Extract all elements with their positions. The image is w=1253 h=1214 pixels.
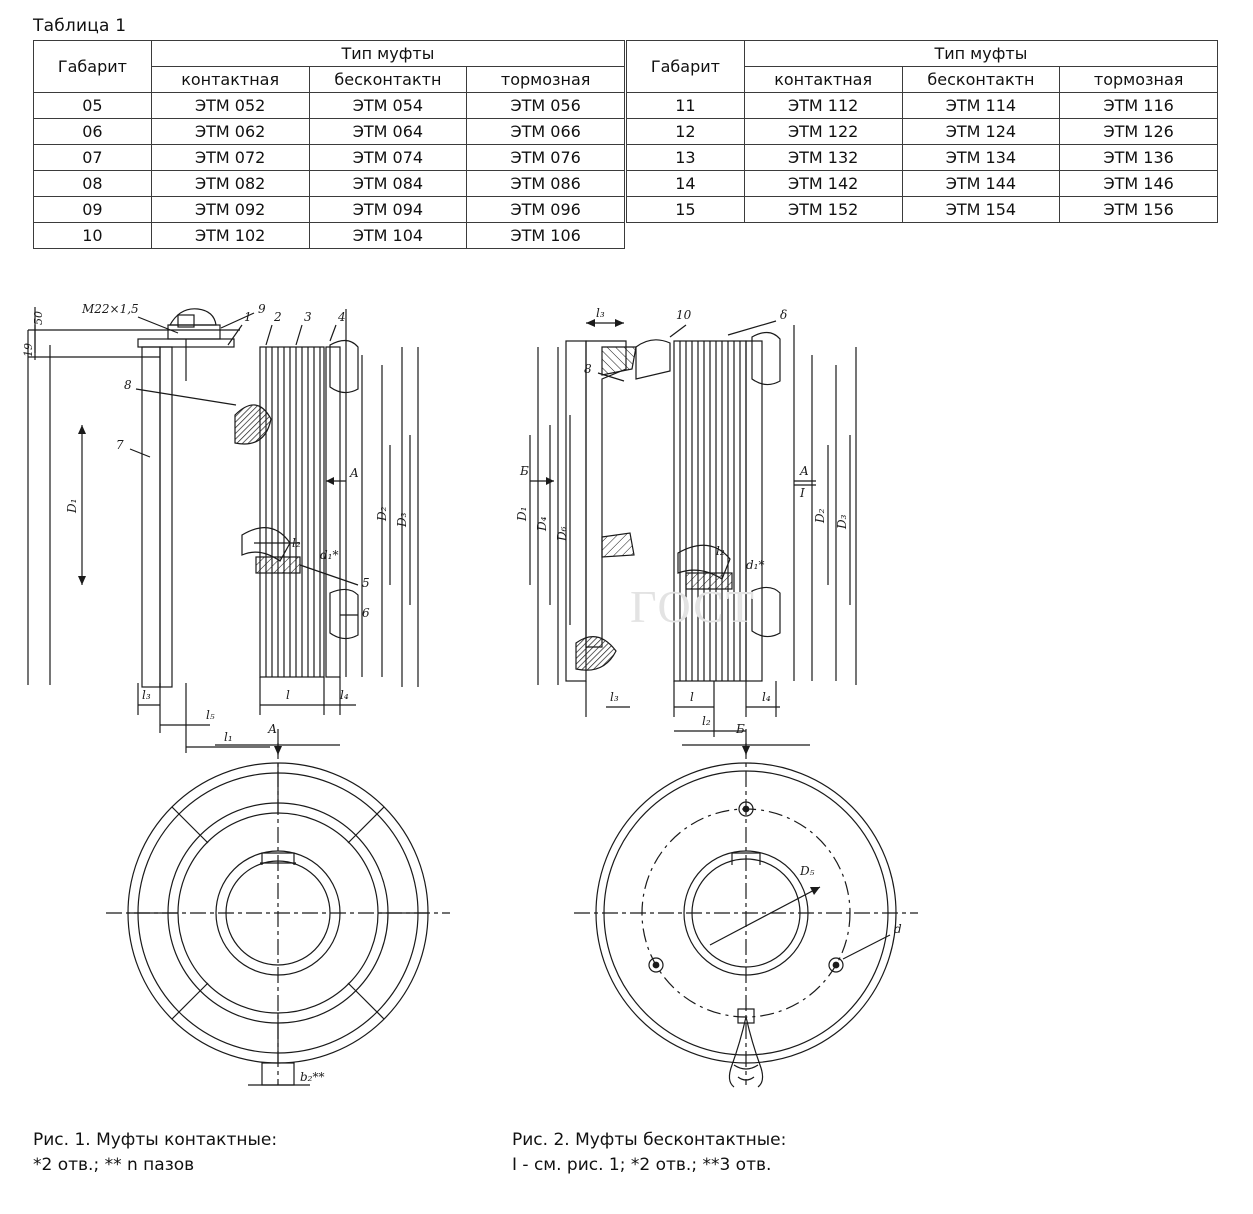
cell-brake: ЭТМ 106	[467, 223, 625, 249]
cell-gabarit: 06	[34, 119, 152, 145]
cell-gabarit: 15	[627, 197, 745, 223]
cell-contact: ЭТМ 122	[744, 119, 902, 145]
svg-text:9: 9	[258, 302, 266, 316]
svg-text:δ: δ	[780, 308, 788, 322]
cell-gabarit: 09	[34, 197, 152, 223]
svg-text:l: l	[286, 688, 290, 702]
svg-text:19: 19	[22, 343, 35, 357]
technical-drawings	[10, 285, 1243, 1115]
svg-text:1: 1	[244, 310, 252, 324]
cell-brake: ЭТМ 066	[467, 119, 625, 145]
figure2-caption-line2: I - см. рис. 1; *2 отв.; **3 отв.	[512, 1154, 772, 1175]
svg-text:l₂: l₂	[292, 536, 301, 550]
cell-contactless: ЭТМ 134	[902, 145, 1060, 171]
svg-text:l₄: l₄	[762, 690, 771, 704]
svg-text:l₃: l₃	[610, 690, 619, 704]
watermark: ГОСТ	[630, 581, 757, 632]
cell-contactless: ЭТМ 144	[902, 171, 1060, 197]
figure2-caption	[512, 1128, 786, 1177]
table-caption: Таблица 1	[33, 16, 127, 36]
svg-text:A: A	[800, 464, 809, 478]
svg-text:D₃: D₃	[835, 514, 849, 529]
fig2-section-b-view	[574, 722, 918, 1087]
svg-text:M22×1,5: M22×1,5	[82, 302, 139, 316]
svg-text:d: d	[894, 922, 902, 936]
svg-text:А: А	[268, 722, 278, 736]
cell-gabarit: 10	[34, 223, 152, 249]
cell-contactless: ЭТМ 094	[309, 197, 467, 223]
svg-text:d₁*: d₁*	[320, 548, 339, 562]
cell-brake: ЭТМ 116	[1060, 93, 1218, 119]
table-row	[627, 119, 1218, 145]
svg-text:D₁: D₁	[65, 498, 79, 513]
header-brake: тормозная	[1060, 67, 1218, 93]
svg-text:D₅: D₅	[800, 864, 815, 878]
table-row	[627, 93, 1218, 119]
figure2-caption-line1: Рис. 2. Муфты бесконтактные:	[512, 1130, 787, 1150]
svg-text:D₁: D₁	[515, 506, 529, 521]
cell-brake: ЭТМ 086	[467, 171, 625, 197]
coupling-table-left	[33, 40, 625, 249]
table-row-empty	[627, 223, 1218, 249]
empty-cell	[1060, 223, 1218, 249]
svg-text:d₁*: d₁*	[746, 558, 765, 572]
cell-brake: ЭТМ 136	[1060, 145, 1218, 171]
svg-text:I: I	[800, 486, 805, 500]
tables-container	[33, 40, 1218, 249]
cell-gabarit: 13	[627, 145, 745, 171]
header-type-group: Тип муфты	[744, 41, 1217, 67]
cell-contact: ЭТМ 102	[151, 223, 309, 249]
fig1-section-a-view	[106, 722, 450, 1085]
svg-text:b₂**: b₂**	[300, 1070, 325, 1084]
cell-brake: ЭТМ 146	[1060, 171, 1218, 197]
empty-cell	[744, 223, 902, 249]
cell-contact: ЭТМ 062	[151, 119, 309, 145]
table-row	[34, 93, 625, 119]
cell-contactless: ЭТМ 104	[309, 223, 467, 249]
figure1-caption	[33, 1128, 277, 1177]
header-contactless: бесконтактн	[902, 67, 1060, 93]
cell-contactless: ЭТМ 124	[902, 119, 1060, 145]
cell-gabarit: 14	[627, 171, 745, 197]
svg-text:D₂: D₂	[813, 508, 827, 523]
svg-text:l₁: l₁	[224, 730, 233, 744]
cell-contactless: ЭТМ 154	[902, 197, 1060, 223]
cell-contact: ЭТМ 132	[744, 145, 902, 171]
svg-text:6: 6	[362, 606, 370, 620]
cell-contact: ЭТМ 092	[151, 197, 309, 223]
table-row	[34, 223, 625, 249]
svg-text:5: 5	[362, 576, 370, 590]
figure1-caption-line2: *2 отв.; ** n пазов	[33, 1154, 195, 1175]
header-type-group: Тип муфты	[151, 41, 624, 67]
table-row	[34, 145, 625, 171]
cell-contactless: ЭТМ 054	[309, 93, 467, 119]
cell-contactless: ЭТМ 074	[309, 145, 467, 171]
svg-text:D₄: D₄	[535, 516, 549, 531]
svg-text:l₃: l₃	[142, 688, 151, 702]
cell-gabarit: 05	[34, 93, 152, 119]
svg-text:l₄: l₄	[340, 688, 349, 702]
cell-contact: ЭТМ 112	[744, 93, 902, 119]
cell-brake: ЭТМ 056	[467, 93, 625, 119]
table-row	[627, 197, 1218, 223]
cell-contact: ЭТМ 142	[744, 171, 902, 197]
cell-brake: ЭТМ 126	[1060, 119, 1218, 145]
svg-text:3: 3	[304, 310, 312, 324]
cell-gabarit: 08	[34, 171, 152, 197]
header-gabarit: Габарит	[34, 41, 152, 93]
header-contact: контактная	[744, 67, 902, 93]
table-row	[34, 171, 625, 197]
svg-text:Б: Б	[520, 464, 529, 478]
svg-text:l₃: l₃	[596, 306, 605, 320]
table-header-row	[627, 41, 1218, 67]
svg-text:2: 2	[274, 310, 282, 324]
drawings-svg	[10, 285, 1243, 1115]
cell-contact: ЭТМ 152	[744, 197, 902, 223]
svg-text:Б: Б	[736, 722, 745, 736]
figure1-caption-line1: Рис. 1. Муфты контактные:	[33, 1130, 278, 1150]
cell-contactless: ЭТМ 064	[309, 119, 467, 145]
svg-text:l₂: l₂	[716, 544, 725, 558]
header-contact: контактная	[151, 67, 309, 93]
table-row	[627, 171, 1218, 197]
svg-text:8: 8	[584, 362, 592, 376]
table-row	[34, 119, 625, 145]
svg-text:D₂: D₂	[375, 506, 389, 521]
svg-text:D₃: D₃	[395, 512, 409, 527]
svg-text:8: 8	[124, 378, 132, 392]
svg-text:10: 10	[676, 308, 692, 322]
svg-text:4: 4	[338, 310, 346, 324]
svg-text:7: 7	[116, 438, 124, 452]
cell-brake: ЭТМ 096	[467, 197, 625, 223]
svg-text:50: 50	[32, 311, 45, 325]
header-gabarit: Габарит	[627, 41, 745, 93]
header-contactless: бесконтактн	[309, 67, 467, 93]
fig2-section-view	[515, 306, 856, 737]
svg-text:l₅: l₅	[206, 708, 215, 722]
table-row	[34, 197, 625, 223]
cell-gabarit: 11	[627, 93, 745, 119]
fig1-section-view	[22, 302, 418, 753]
cell-contactless: ЭТМ 084	[309, 171, 467, 197]
empty-cell	[902, 223, 1060, 249]
coupling-table-right	[626, 40, 1218, 249]
cell-contact: ЭТМ 052	[151, 93, 309, 119]
svg-text:D₆: D₆	[555, 526, 569, 541]
cell-contact: ЭТМ 082	[151, 171, 309, 197]
cell-brake: ЭТМ 156	[1060, 197, 1218, 223]
cell-brake: ЭТМ 076	[467, 145, 625, 171]
svg-text:l: l	[690, 690, 694, 704]
empty-cell	[627, 223, 745, 249]
cell-gabarit: 12	[627, 119, 745, 145]
header-brake: тормозная	[467, 67, 625, 93]
cell-contactless: ЭТМ 114	[902, 93, 1060, 119]
cell-contact: ЭТМ 072	[151, 145, 309, 171]
svg-text:l₂: l₂	[702, 714, 711, 728]
svg-text:A: A	[350, 466, 359, 480]
table-header-row	[34, 41, 625, 67]
cell-gabarit: 07	[34, 145, 152, 171]
table-row	[627, 145, 1218, 171]
